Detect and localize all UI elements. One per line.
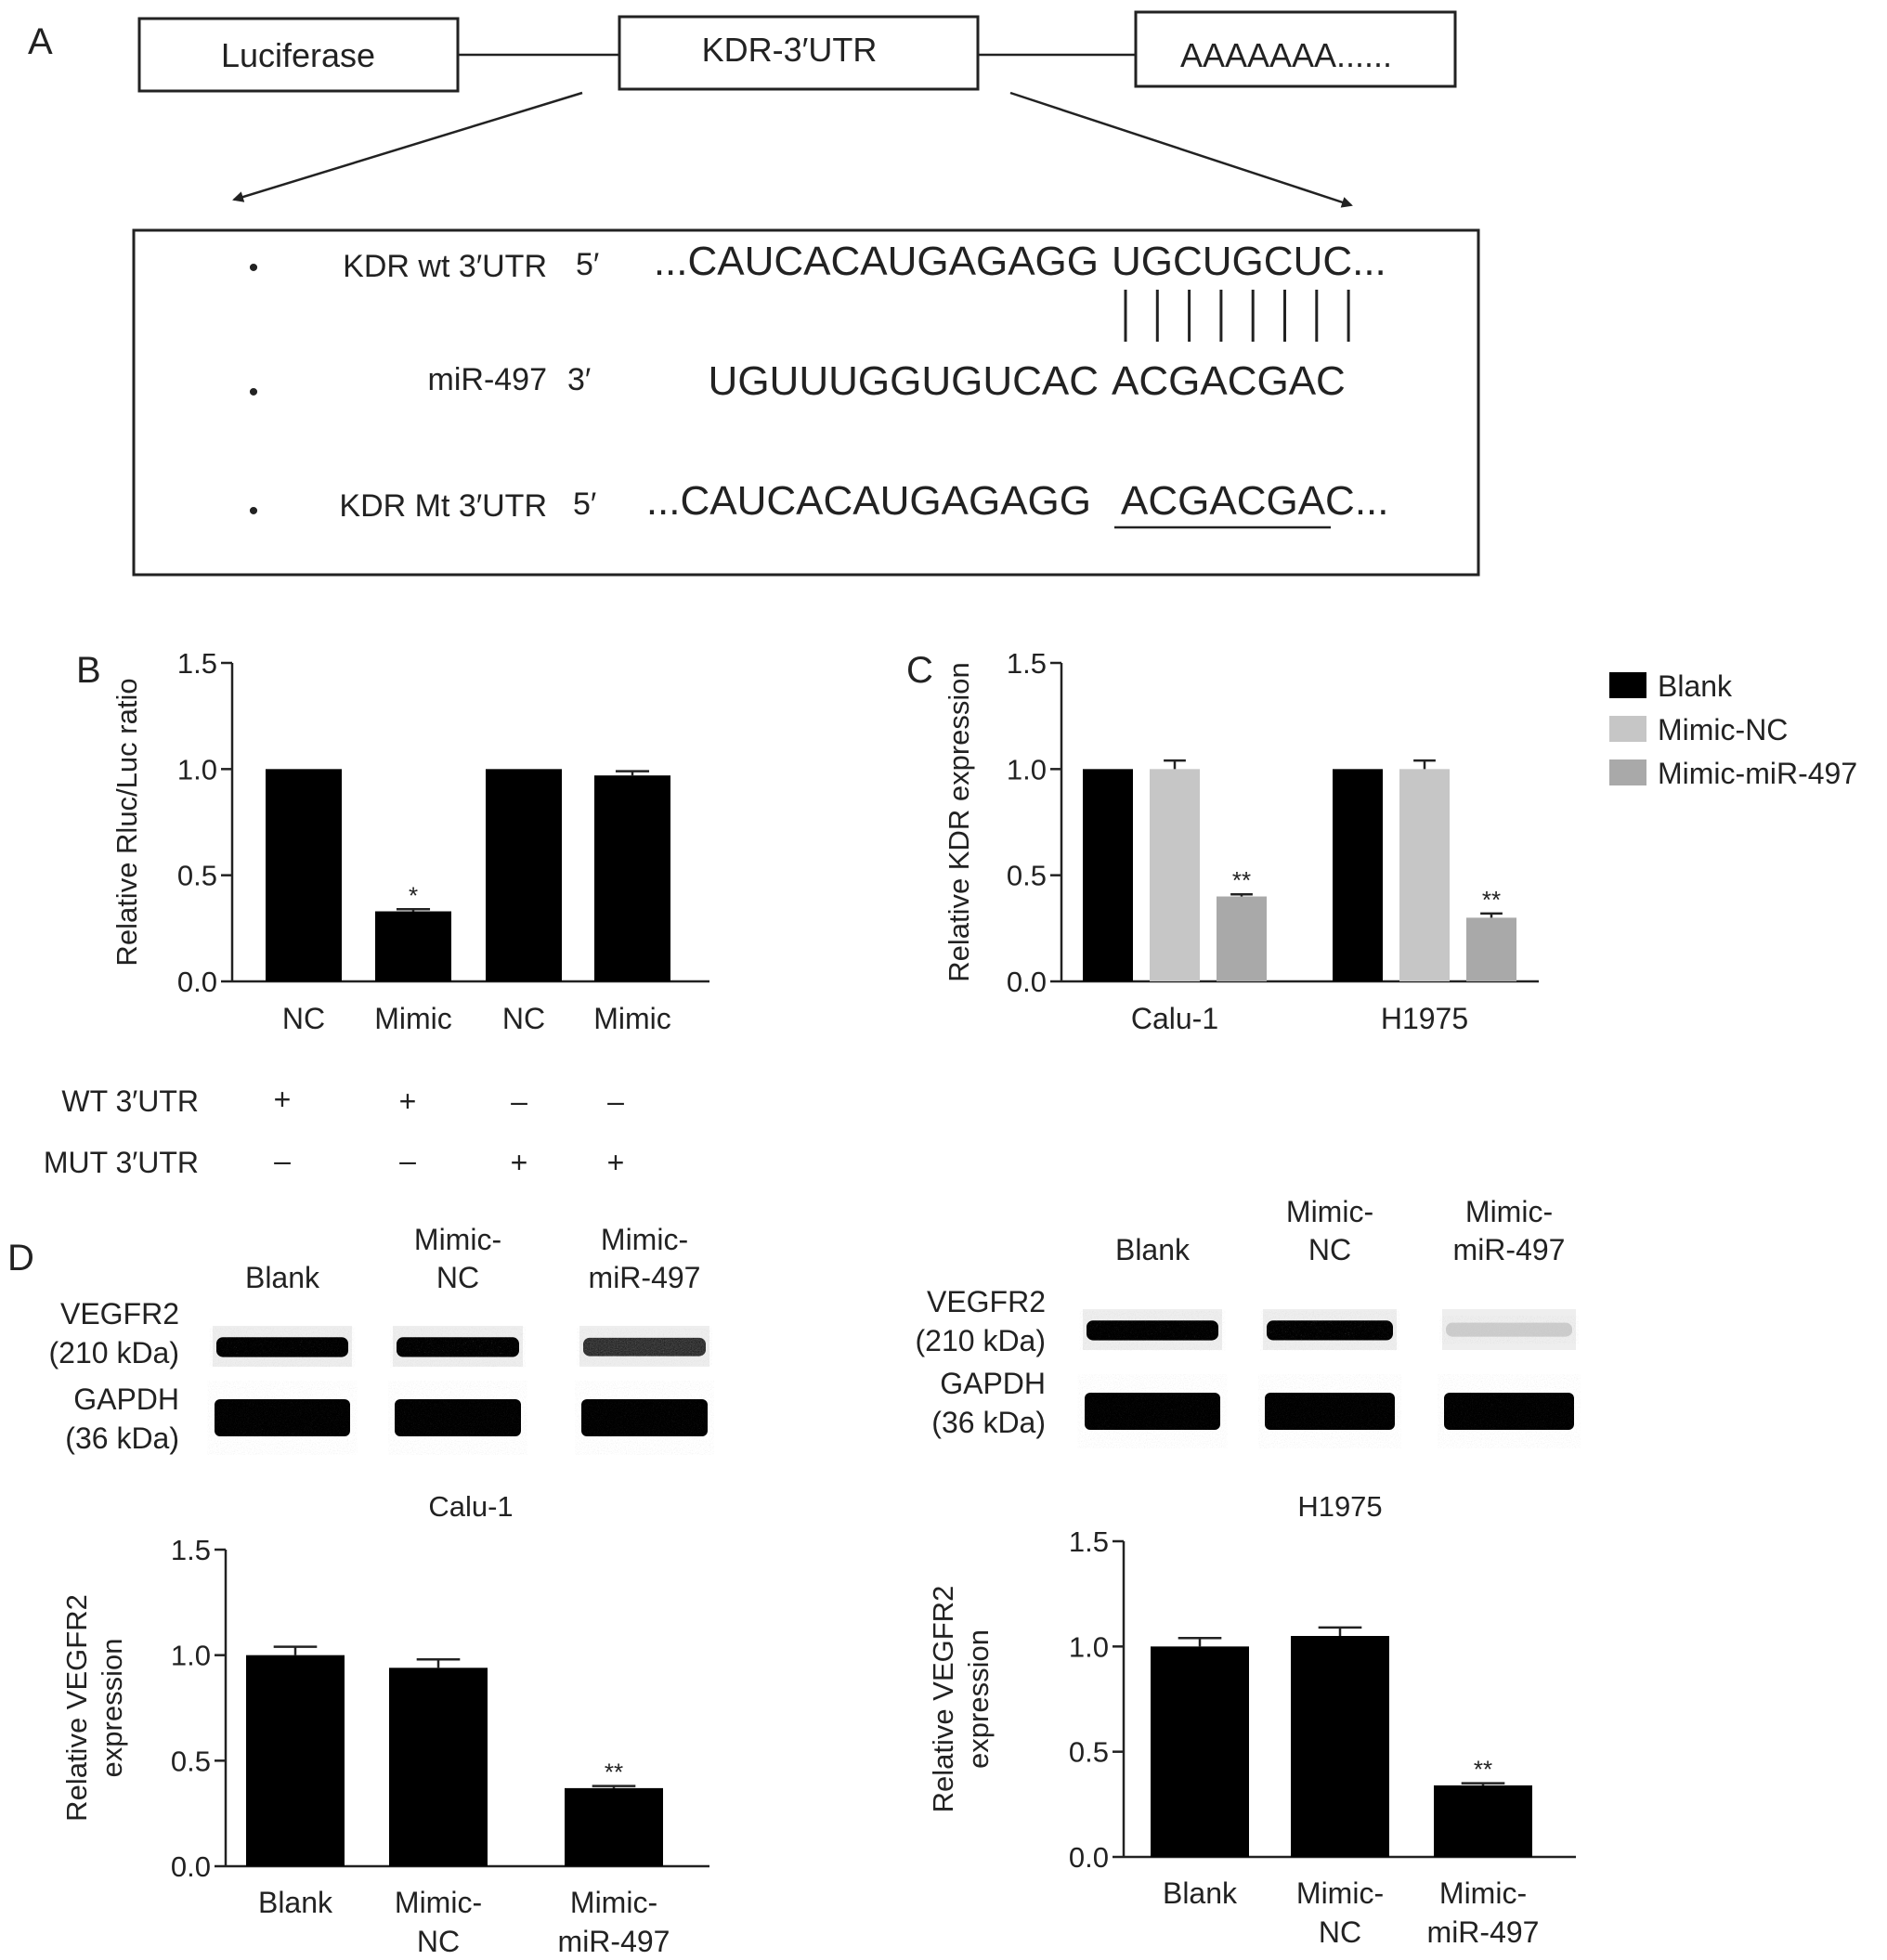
- blot-right-gapdh-kda: (36 kDa): [931, 1406, 1046, 1439]
- chart-c-bar: [1399, 769, 1450, 981]
- chart-d2-y-tick-label: 0.0: [1068, 1841, 1109, 1874]
- chart-d1-x-tick-label-line-1: Mimic-: [569, 1886, 658, 1919]
- blot-left-vegfr2-label: VEGFR2: [59, 1297, 179, 1330]
- panel-a: [28, 12, 1478, 575]
- blot-left-vegfr2-band: [583, 1338, 706, 1356]
- wt-utr-row-label: WT 3′UTR: [61, 1084, 199, 1118]
- chart-c-legend-swatch: [1609, 716, 1646, 742]
- chart-b: [111, 647, 709, 1035]
- chart-d2-x-tick-label-line-1: Mimic-: [1295, 1876, 1385, 1910]
- chart-c-bar: [1466, 917, 1516, 981]
- chart-c-bar: [1217, 897, 1267, 981]
- panel-b-label: B: [76, 650, 101, 691]
- chart-b-y-tick-label: 1.0: [176, 753, 217, 786]
- mt-end: 5′: [573, 487, 597, 522]
- chart-d1-x-tick-label: Blank: [257, 1886, 333, 1919]
- chart-c-bar: [1150, 769, 1200, 981]
- chart-b-bar: [266, 769, 342, 981]
- mt-label: KDR Mt 3′UTR: [339, 488, 547, 524]
- mut-cell-1: –: [274, 1144, 291, 1177]
- blot-right-lane-label-line-1: Mimic-: [1464, 1195, 1554, 1228]
- luciferase-box-label: Luciferase: [220, 36, 376, 74]
- panel-a-label: A: [28, 21, 53, 62]
- blot-left-lane-label-line-1: Mimic-: [413, 1223, 502, 1256]
- mut-utr-row-label: MUT 3′UTR: [43, 1146, 199, 1179]
- blot-right-vegfr2-band: [1087, 1320, 1218, 1340]
- wt-label: KDR wt 3′UTR: [343, 249, 547, 284]
- chart-d2-x-tick-label-line-2: NC: [1318, 1915, 1362, 1949]
- chart-c-y-tick-label: 0.5: [1006, 859, 1047, 892]
- chart-b-x-tick-label: NC: [501, 1002, 546, 1035]
- bullet-1: •: [248, 253, 259, 283]
- mir-seq-a: UGUUUGGUGUCAC: [708, 358, 1099, 404]
- chart-b-x-tick-label: Mimic: [593, 1002, 671, 1035]
- chart-d2-y-tick-label: 0.5: [1068, 1735, 1109, 1769]
- polya-box-label: AAAAAAA......: [1179, 36, 1393, 74]
- chart-d-h1975: [927, 1490, 1576, 1949]
- chart-d2-y-tick-label: 1.0: [1068, 1630, 1109, 1664]
- chart-d1-bar: [565, 1788, 663, 1866]
- chart-d1-y-tick-label: 0.5: [170, 1745, 211, 1778]
- arrow-left: [234, 93, 582, 200]
- blot-right-lane-label: Blank: [1114, 1233, 1191, 1266]
- chart-d1-x-tick-label-line-1: Mimic-: [394, 1886, 483, 1919]
- chart-c-legend-swatch: [1609, 672, 1646, 698]
- wt-cell-2: +: [398, 1084, 417, 1118]
- utr-condition-table: [44, 1083, 625, 1179]
- chart-c-y-tick-label: 0.0: [1006, 966, 1047, 998]
- blot-left-gapdh-label: GAPDH: [73, 1382, 179, 1416]
- chart-c-significance: **: [1481, 885, 1502, 914]
- chart-d1-y-tick-label: 1.0: [170, 1639, 211, 1672]
- blot-left-lane-label-line-2: NC: [436, 1261, 480, 1294]
- blot-right-gapdh-band: [1444, 1393, 1574, 1430]
- chart-b-y-axis-label: Relative Rluc/Luc ratio: [111, 678, 143, 967]
- chart-d1-bar: [389, 1668, 488, 1866]
- chart-c-legend-swatch: [1609, 759, 1646, 785]
- wt-seq-a: ...CAUCACAUGAGAGG: [653, 239, 1099, 284]
- panel-c-label: C: [906, 650, 933, 691]
- blot-right-vegfr2-kda: (210 kDa): [915, 1324, 1046, 1357]
- chart-b-bar: [594, 775, 670, 981]
- chart-d-calu1: [60, 1490, 709, 1958]
- western-blot-h1975: [916, 1195, 1577, 1439]
- chart-d2-x-tick-label: Blank: [1162, 1876, 1238, 1910]
- chart-d2-title: H1975: [1297, 1490, 1383, 1523]
- chart-c-x-tick-label: Calu-1: [1130, 1002, 1219, 1035]
- mir-label: miR-497: [427, 362, 547, 397]
- chart-b-bar: [375, 912, 451, 981]
- blot-left-lane-label-line-2: miR-497: [588, 1261, 701, 1294]
- wt-cell-3: –: [511, 1084, 527, 1118]
- blot-right-gapdh-band: [1085, 1393, 1220, 1430]
- blot-left-vegfr2-kda: (210 kDa): [48, 1336, 179, 1369]
- blot-left-gapdh-kda: (36 kDa): [65, 1421, 179, 1455]
- chart-c-legend-label: Blank: [1658, 669, 1733, 703]
- blot-right-lane-label-line-2: miR-497: [1452, 1233, 1566, 1266]
- chart-b-y-tick-label: 1.5: [176, 647, 217, 680]
- blot-right-vegfr2-band: [1446, 1323, 1572, 1337]
- blot-left-gapdh-band: [395, 1399, 521, 1436]
- wt-end: 5′: [576, 247, 600, 282]
- chart-b-significance: *: [408, 881, 419, 910]
- chart-c-bar: [1333, 769, 1383, 981]
- blot-right-lane-label-line-1: Mimic-: [1285, 1195, 1374, 1228]
- blot-right-vegfr2-label: VEGFR2: [926, 1285, 1046, 1318]
- bullet-2: •: [248, 377, 259, 408]
- blot-left-lane-label: Blank: [244, 1261, 320, 1294]
- blot-right-lane-label-line-2: NC: [1308, 1233, 1352, 1266]
- chart-b-x-tick-label: NC: [281, 1002, 326, 1035]
- chart-c-significance: **: [1231, 866, 1252, 895]
- chart-c-bar: [1083, 769, 1133, 981]
- chart-d1-y-tick-label: 1.5: [170, 1534, 211, 1566]
- chart-d1-y-axis-label-line-2: expression: [96, 1638, 128, 1778]
- mt-seq-b: ACGACGAC...: [1121, 478, 1389, 524]
- bullet-3: •: [248, 496, 259, 526]
- mut-cell-4: +: [606, 1146, 625, 1179]
- chart-d2-bar: [1434, 1785, 1532, 1857]
- chart-c: [943, 647, 1857, 1035]
- base-pair-lines: [1126, 290, 1348, 342]
- arrow-right: [1010, 93, 1351, 205]
- chart-d2-x-tick-label-line-1: Mimic-: [1438, 1876, 1528, 1910]
- blot-right-gapdh-band: [1265, 1393, 1395, 1430]
- chart-b-x-tick-label: Mimic: [374, 1002, 452, 1035]
- wt-cell-1: +: [273, 1083, 292, 1116]
- chart-d1-title: Calu-1: [428, 1490, 514, 1523]
- chart-c-legend-label: Mimic-miR-497: [1658, 757, 1858, 790]
- chart-c-y-axis-label: Relative KDR expression: [943, 662, 975, 982]
- chart-d1-bar: [246, 1655, 345, 1866]
- blot-left-lane-label-line-1: Mimic-: [600, 1223, 689, 1256]
- chart-d2-y-axis-label-line-2: expression: [962, 1629, 995, 1769]
- chart-b-y-tick-label: 0.0: [176, 966, 217, 998]
- chart-b-y-tick-label: 0.5: [176, 859, 217, 892]
- blot-right-gapdh-label: GAPDH: [940, 1367, 1046, 1400]
- panel-d-label: D: [7, 1238, 34, 1279]
- chart-d1-x-tick-label-line-2: NC: [416, 1925, 461, 1958]
- blot-left-gapdh-band: [581, 1399, 708, 1436]
- mt-seq-a: ...CAUCACAUGAGAGG: [645, 478, 1091, 524]
- blot-left-vegfr2-band: [397, 1337, 519, 1356]
- chart-c-x-tick-label: H1975: [1380, 1002, 1469, 1035]
- chart-d2-significance: **: [1473, 1755, 1493, 1784]
- mir-end: 3′: [567, 362, 592, 397]
- chart-d2-bar: [1151, 1646, 1249, 1857]
- chart-c-legend-label: Mimic-NC: [1658, 713, 1789, 746]
- chart-c-y-tick-label: 1.5: [1006, 647, 1047, 680]
- chart-d1-y-tick-label: 0.0: [170, 1850, 211, 1883]
- wt-cell-4: –: [607, 1084, 624, 1118]
- blot-right-vegfr2-band: [1267, 1320, 1393, 1340]
- chart-c-y-tick-label: 1.0: [1006, 753, 1047, 786]
- chart-d2-bar: [1291, 1636, 1389, 1857]
- chart-d2-y-axis-label-line-1: Relative VEGFR2: [927, 1585, 959, 1813]
- mut-cell-3: +: [510, 1146, 528, 1179]
- kdr-utr-box-label: KDR-3′UTR: [701, 31, 878, 69]
- chart-d2-x-tick-label-line-2: miR-497: [1426, 1915, 1540, 1949]
- chart-d1-x-tick-label-line-2: miR-497: [557, 1925, 670, 1958]
- chart-b-bar: [486, 769, 562, 981]
- blot-left-gapdh-band: [215, 1399, 350, 1436]
- blot-left-vegfr2-band: [216, 1337, 348, 1356]
- chart-d1-y-axis-label-line-1: Relative VEGFR2: [60, 1594, 93, 1822]
- chart-d2-y-tick-label: 1.5: [1068, 1525, 1109, 1558]
- western-blot-calu1: [49, 1223, 710, 1455]
- wt-seq-b: UGCUGCUC...: [1112, 239, 1386, 284]
- mir-seq-b: ACGACGAC: [1112, 358, 1346, 404]
- chart-d1-significance: **: [604, 1758, 624, 1786]
- mut-cell-2: –: [399, 1144, 416, 1177]
